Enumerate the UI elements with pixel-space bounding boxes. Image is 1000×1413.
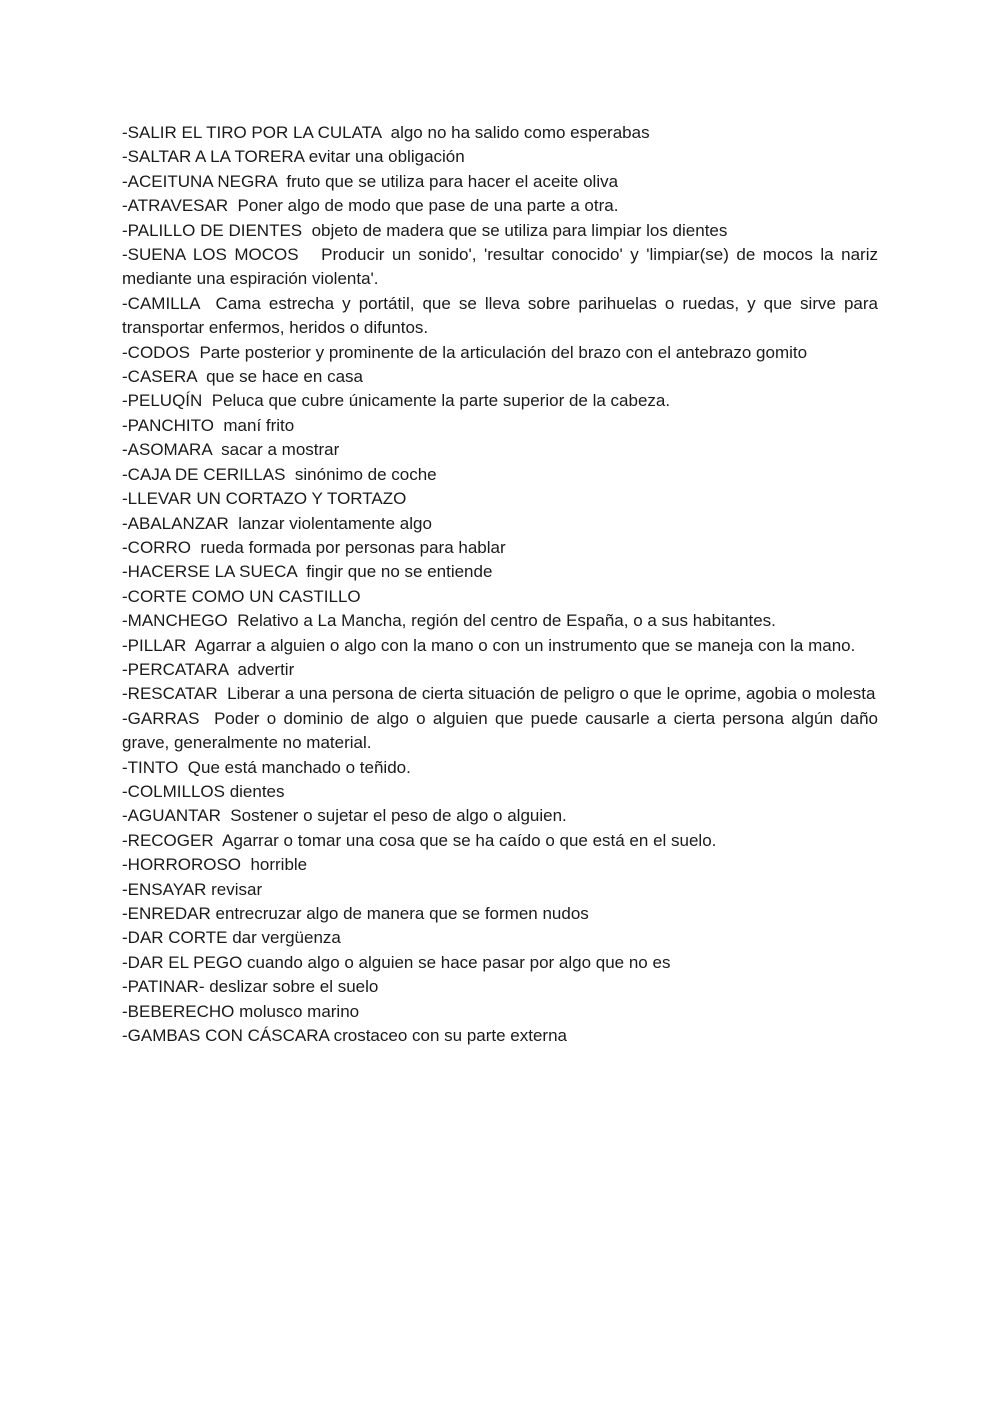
list-item: -DAR EL PEGO cuando algo o alguien se hace pasar por algo que no es (122, 952, 671, 972)
list-item: -ACEITUNA NEGRA fruto que se utiliza para hacer el aceite oliva (122, 171, 619, 191)
list-item: -PILLAR Agarrar a alguien o algo con la mano o con un instrumento que se maneja con la mano. (122, 635, 856, 655)
list-item: -ENSAYAR revisar (122, 879, 263, 899)
list-item: -RESCATAR Liberar a una persona de cierta situación de peligro o que le oprime, agobia o molesta (122, 684, 876, 704)
list-item: -PERCATARA advertir (122, 659, 295, 679)
list-item: -CORRO rueda formada por personas para hablar (122, 537, 506, 557)
list-item: -CORTE COMO UN CASTILLO (122, 586, 361, 606)
list-item: -CAJA DE CERILLAS sinónimo de coche (122, 464, 437, 484)
vocabulary-list (122, 121, 883, 1048)
list-item: -TINTO Que está manchado o teñido. (122, 757, 411, 777)
list-item: -DAR CORTE dar vergüenza (122, 928, 341, 948)
list-item: -RECOGER Agarrar o tomar una cosa que se ha caído o que está en el suelo. (122, 830, 717, 850)
list-item: -SALTAR A LA TORERA evitar una obligación (122, 147, 465, 167)
list-item: -GAMBAS CON CÁSCARA crostaceo con su parte externa (122, 1026, 568, 1046)
list-item: -ATRAVESAR Poner algo de modo que pase de una parte a otra. (122, 196, 619, 216)
list-item: -CODOS Parte posterior y prominente de la articulación del brazo con el antebrazo gomito (122, 342, 808, 362)
list-item: -HORROROSO horrible (122, 855, 308, 875)
list-item: -ENREDAR entrecruzar algo de manera que se formen nudos (122, 904, 589, 923)
list-item: -HACERSE LA SUECA fingir que no se entiende (122, 562, 493, 582)
list-item: -COLMILLOS dientes (122, 781, 285, 801)
list-item: -CASERA que se hace en casa (122, 367, 363, 387)
list-item: -PANCHITO maní frito (122, 415, 295, 435)
list-item: -CAMILLA Cama estrecha y portátil, que se lleva sobre parihuelas o ruedas, y que sirve para transportar enfermos, heridos o difuntos. (122, 293, 883, 338)
list-item: -SUENA LOS MOCOS Producir un sonido', 'resultar conocido' y 'limpiar(se) de mocos la nariz mediante una espiración violenta'. (122, 245, 883, 289)
list-item: -AGUANTAR Sostener o sujetar el peso de algo o alguien. (122, 806, 567, 826)
list-item: -SALIR EL TIRO POR LA CULATA algo no ha salido como esperabas (122, 123, 650, 142)
list-item: -PATINAR- deslizar sobre el suelo (122, 977, 379, 997)
list-item: -PALILLO DE DIENTES objeto de madera que se utiliza para limpiar los dientes (122, 220, 728, 240)
list-item: -BEBERECHO molusco marino (122, 1001, 360, 1021)
list-item: -ABALANZAR lanzar violentamente algo (122, 513, 432, 533)
list-item: -ASOMARA sacar a mostrar (122, 440, 340, 460)
list-item: -GARRAS Poder o dominio de algo o alguien que puede causarle a cierta persona algún daño grave, generalmente no material. (122, 708, 883, 753)
list-item: -MANCHEGO Relativo a La Mancha, región del centro de España, o a sus habitantes. (122, 611, 776, 631)
list-item: -PELUQÍN Peluca que cubre únicamente la parte superior de la cabeza. (122, 391, 671, 411)
list-item: -LLEVAR UN CORTAZO Y TORTAZO (122, 489, 407, 509)
